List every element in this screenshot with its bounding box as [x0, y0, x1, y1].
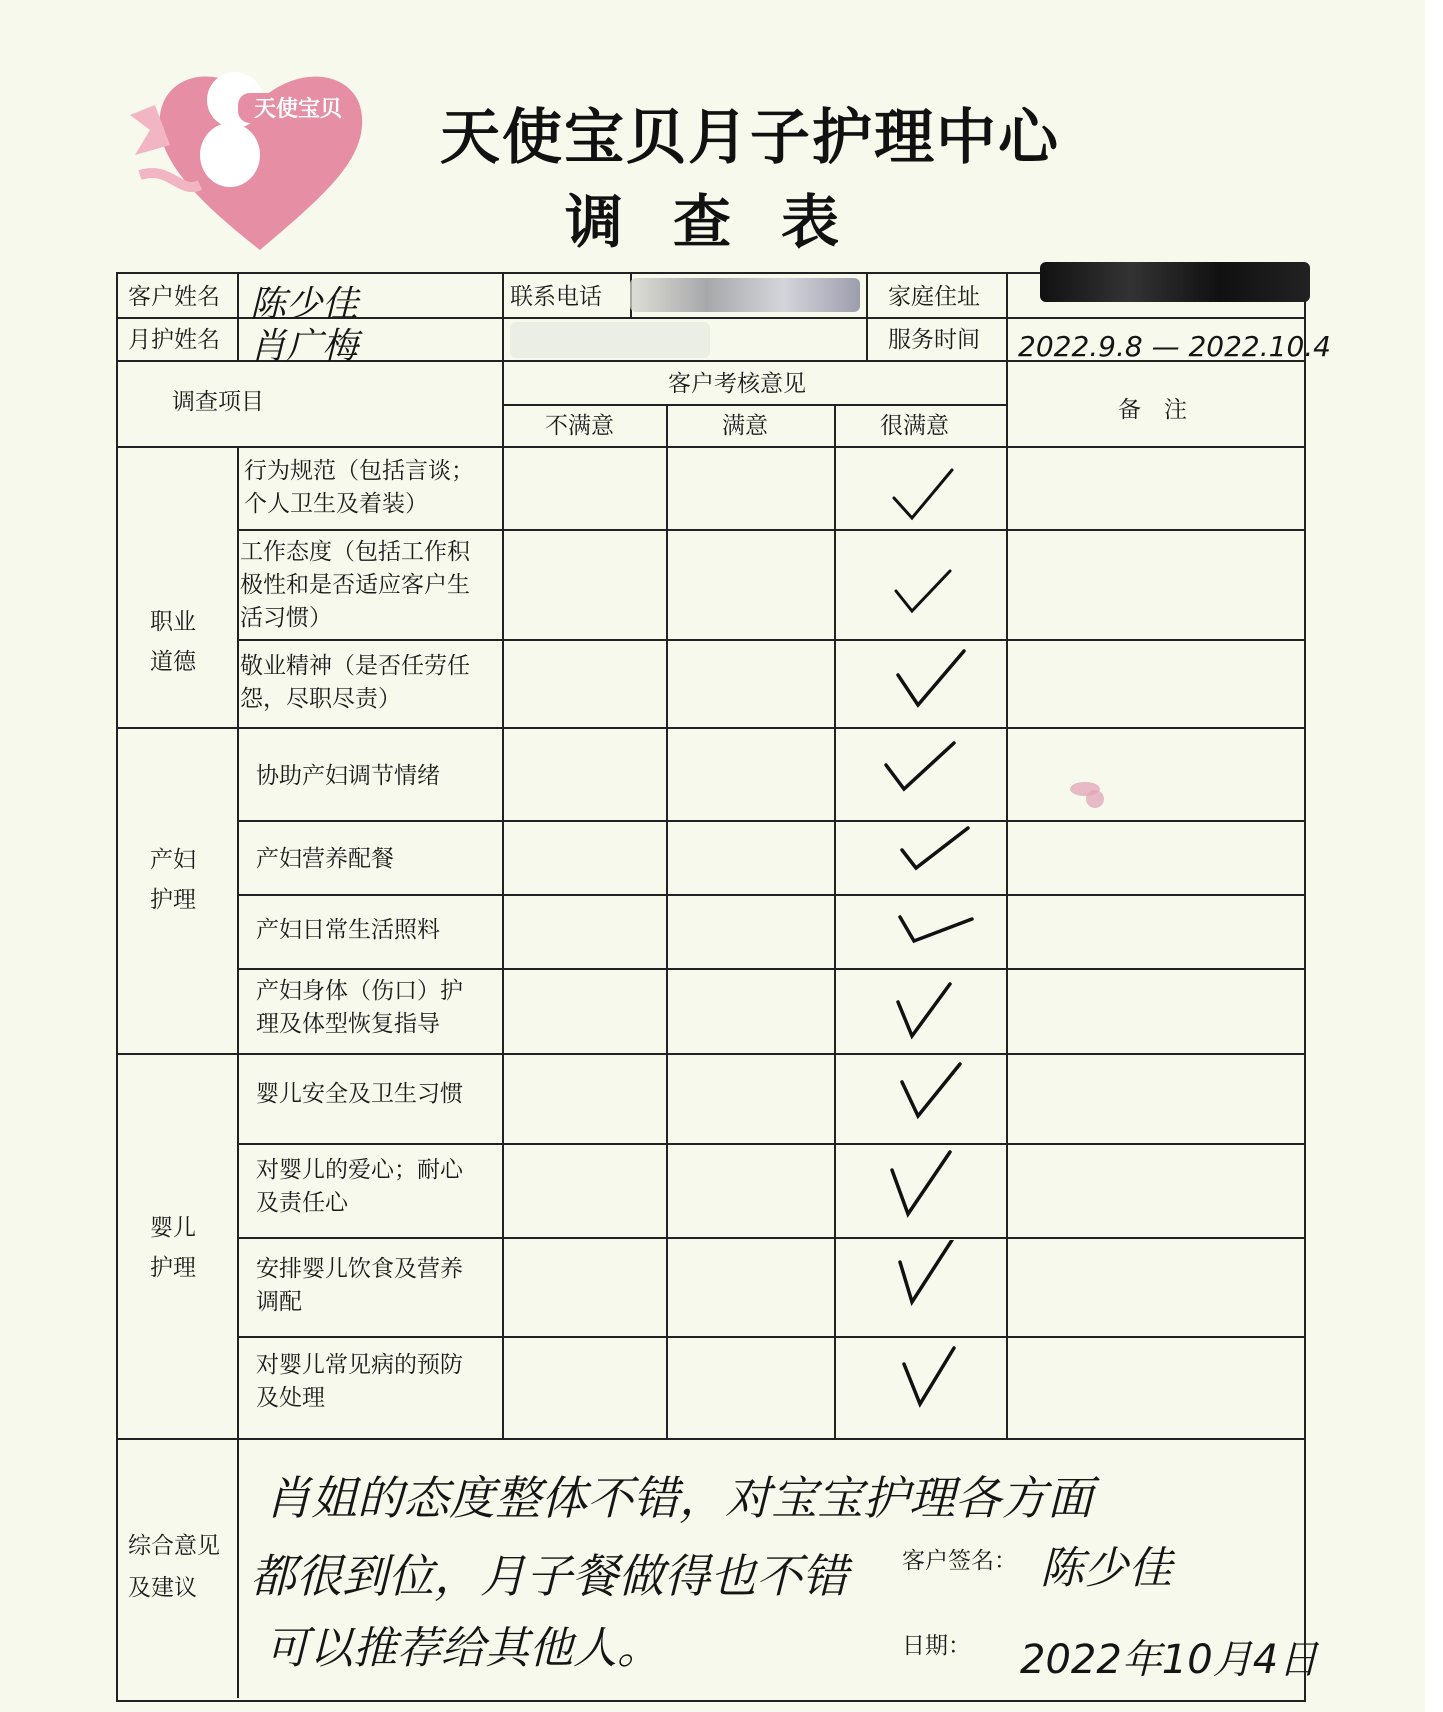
ink-stain — [1086, 790, 1104, 808]
group-label: 职业 — [150, 609, 196, 635]
signed-date: 2022年10月4日 — [1020, 1637, 1319, 1683]
survey-item-text: 协助产妇调节情绪 — [256, 763, 440, 789]
check-mark-icon — [896, 895, 976, 965]
check-mark-icon — [898, 1342, 978, 1412]
survey-item-text: 怨，尽职尽责） — [240, 686, 401, 712]
check-mark-icon — [890, 978, 970, 1048]
survey-item-text: 产妇身体（伤口）护 — [256, 978, 463, 1004]
nurse-name-label: 月护姓名 — [128, 327, 220, 353]
opinion-header: 客户考核意见 — [668, 371, 806, 397]
redacted-address — [1040, 262, 1310, 302]
summary-comment-line: 可以推荐给其他人。 — [265, 1623, 661, 1674]
signature-label: 客户签名： — [902, 1548, 1017, 1574]
nurse-name-value: 肖广梅 — [250, 326, 359, 367]
check-mark-icon — [896, 1056, 976, 1126]
check-mark-icon — [888, 555, 968, 625]
survey-item-text: 活习惯） — [240, 605, 332, 631]
dissatisfied-header: 不满意 — [545, 413, 614, 439]
group-label: 护理 — [150, 1255, 196, 1281]
check-mark-icon — [896, 820, 976, 890]
survey-item-text: 行为规范（包括言谈； — [244, 458, 474, 484]
survey-item-header: 调查项目 — [172, 389, 264, 415]
angel-heart-logo — [130, 45, 390, 255]
redacted-phone — [630, 278, 860, 312]
check-mark-icon — [892, 645, 972, 715]
very-satisfied-header: 很满意 — [880, 413, 949, 439]
survey-item-text: 调配 — [256, 1289, 302, 1315]
survey-item-text: 敬业精神（是否任劳任 — [240, 653, 470, 679]
date-label: 日期： — [902, 1633, 971, 1659]
survey-item-text: 对婴儿的爱心；耐心 — [256, 1157, 463, 1183]
logo-text: 天使宝贝 — [253, 97, 343, 122]
service-time-label: 服务时间 — [888, 327, 980, 353]
satisfied-header: 满意 — [722, 413, 768, 439]
check-mark-icon — [886, 1150, 966, 1220]
survey-item-text: 个人卫生及着装） — [244, 491, 428, 517]
summary-comment-line: 都很到位，月子餐做得也不错 — [250, 1549, 848, 1603]
survey-item-text: 婴儿安全及卫生习惯 — [256, 1081, 463, 1107]
survey-item-text: 工作态度（包括工作积 — [240, 539, 470, 565]
page-subtitle: 调查表 — [565, 188, 890, 256]
remarks-header: 备 注 — [1118, 397, 1187, 423]
summary-comment-line: 肖姐的态度整体不错，对宝宝护理各方面 — [265, 1471, 1093, 1525]
survey-item-text: 产妇营养配餐 — [256, 846, 394, 872]
group-label: 婴儿 — [150, 1215, 196, 1241]
service-time-value: 2022.9.8 — 2022.10.4 — [1018, 330, 1331, 363]
customer-name-value: 陈少佳 — [250, 284, 359, 325]
phone-label: 联系电话 — [510, 284, 602, 310]
survey-item-text: 极性和是否适应客户生 — [240, 572, 470, 598]
summary-label: 综合意见 — [128, 1533, 220, 1559]
survey-item-text: 产妇日常生活照料 — [256, 917, 440, 943]
survey-item-text: 安排婴儿饮食及营养 — [256, 1256, 463, 1282]
customer-name-label: 客户姓名 — [128, 284, 220, 310]
check-mark-icon — [880, 735, 960, 805]
check-mark-icon — [892, 1240, 972, 1310]
customer-signature: 陈少佳 — [1040, 1543, 1172, 1594]
survey-item-text: 对婴儿常见病的预防 — [256, 1352, 463, 1378]
address-label: 家庭住址 — [888, 284, 980, 310]
summary-label: 及建议 — [128, 1575, 197, 1601]
page-title: 天使宝贝月子护理中心 — [440, 103, 1060, 173]
group-label: 道德 — [150, 649, 196, 675]
check-mark-icon — [888, 460, 968, 530]
redacted-phone-2 — [510, 322, 710, 358]
survey-item-text: 及处理 — [256, 1385, 325, 1411]
survey-item-text: 理及体型恢复指导 — [256, 1011, 440, 1037]
group-label: 护理 — [150, 887, 196, 913]
survey-item-text: 及责任心 — [256, 1190, 348, 1216]
group-label: 产妇 — [150, 847, 196, 873]
